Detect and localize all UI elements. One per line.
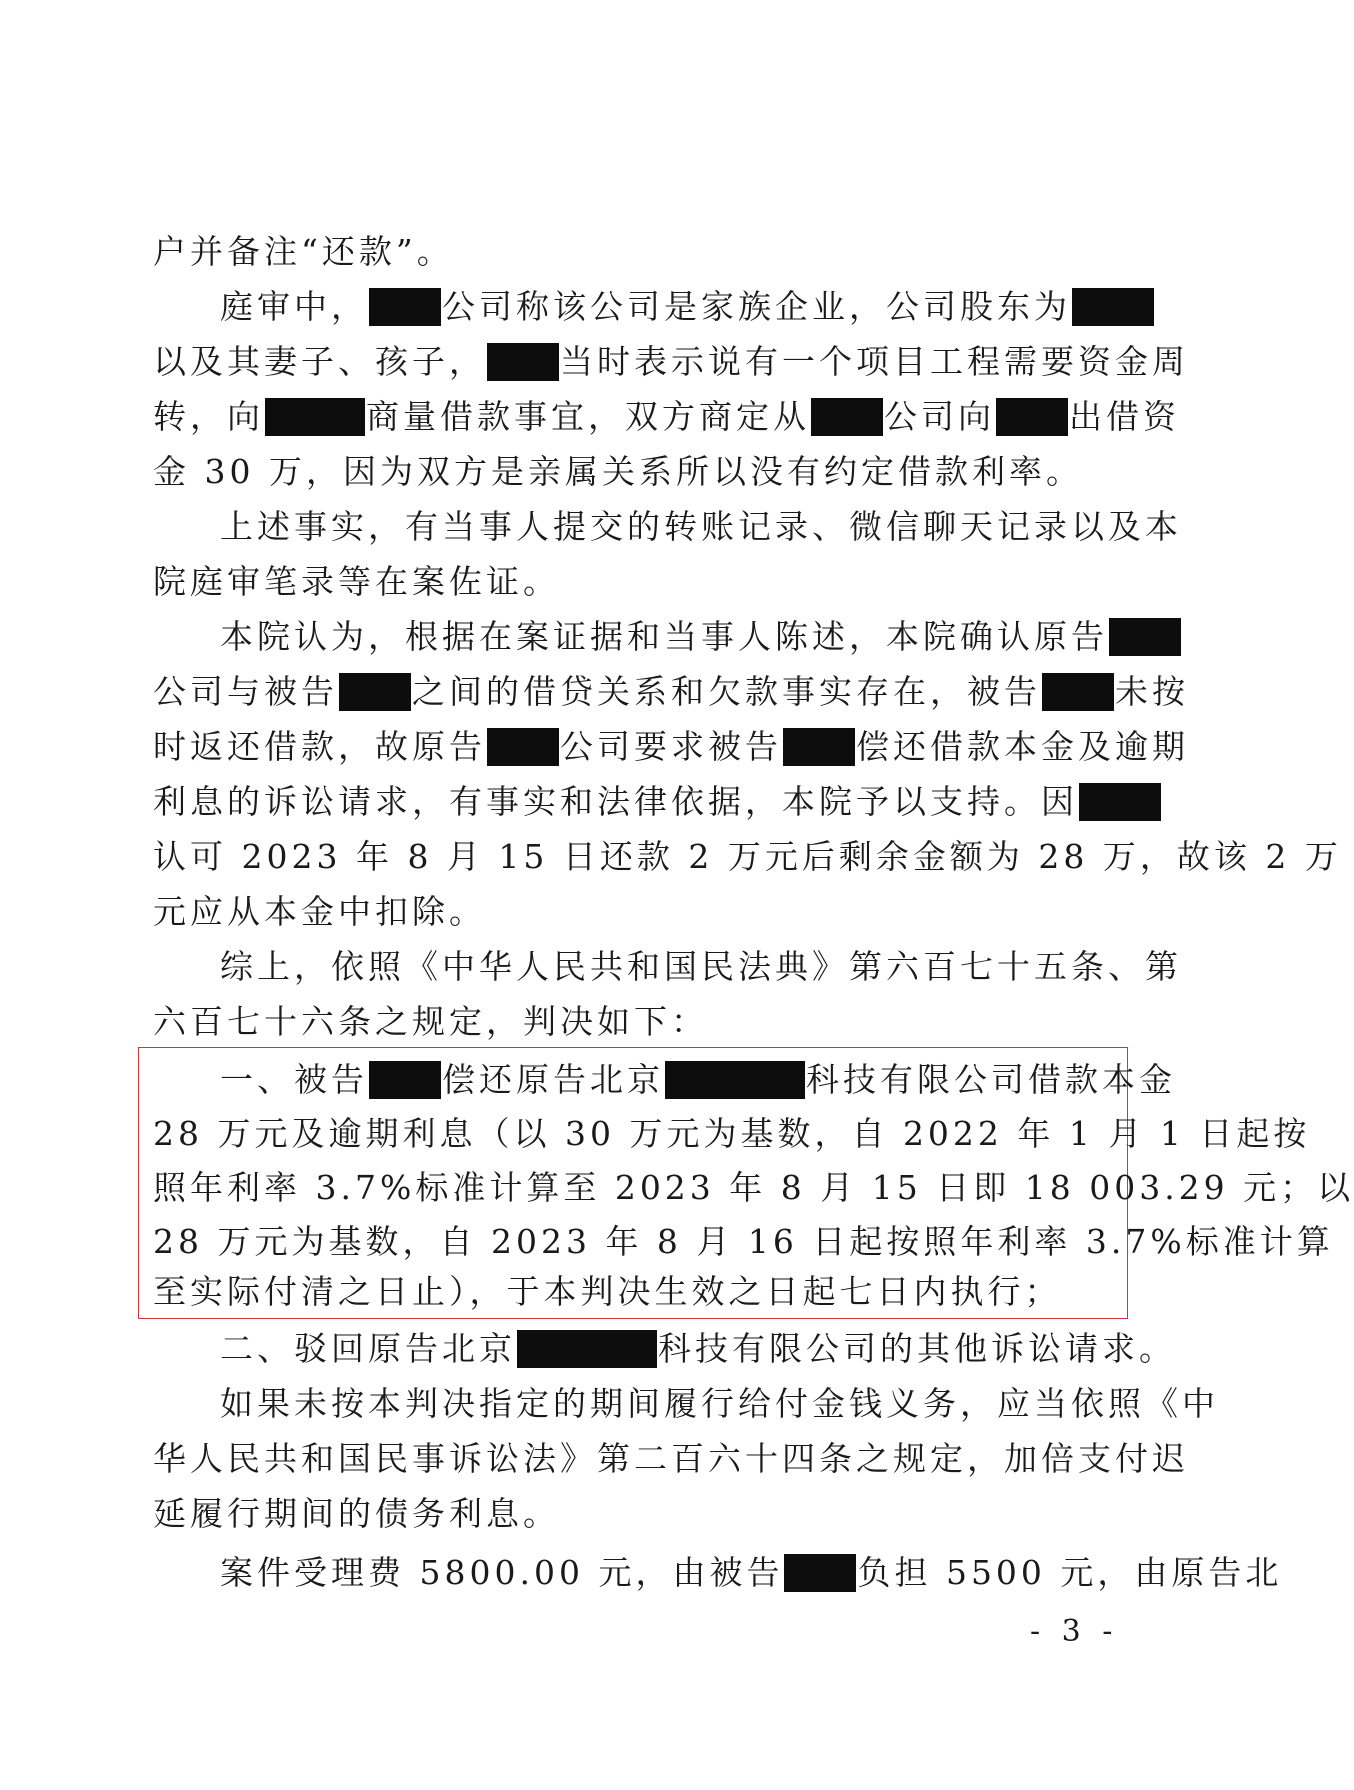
redaction-block	[339, 673, 411, 711]
line-text: 如果未按本判决指定的期间履行给付金钱义务，应当依照《中	[220, 1384, 1219, 1423]
line-text: 转，向	[153, 397, 264, 436]
line-text: 偿还原告北京	[442, 1060, 664, 1099]
line-text: 之间的借贷关系和欠款事实存在，被告	[412, 672, 1041, 711]
text-line	[220, 1546, 1283, 1600]
redaction-block	[1042, 673, 1114, 711]
text-line	[153, 775, 1113, 829]
line-text: 六百七十六条之规定，判决如下：	[153, 1002, 708, 1041]
text-line	[153, 390, 1180, 444]
redaction-block	[1079, 783, 1161, 821]
line-text: 案件受理费 5800.00 元，由被告	[220, 1553, 784, 1592]
redaction-block	[1072, 288, 1154, 326]
line-text: 综上，依照《中华人民共和国民法典》第六百七十五条、第	[220, 947, 1182, 986]
line-text: 本院认为，根据在案证据和当事人陈述，本院确认原告	[220, 617, 1108, 656]
line-text: 出借资	[1069, 397, 1180, 436]
text-line	[153, 665, 1189, 719]
text-line	[220, 610, 1113, 664]
line-text: 公司与被告	[153, 672, 338, 711]
line-text: 科技有限公司借款本金	[806, 1060, 1176, 1099]
redaction-block	[369, 1061, 441, 1099]
text-line	[153, 335, 1189, 389]
line-text: 元应从本金中扣除。	[153, 892, 486, 931]
text-line	[220, 1377, 1219, 1431]
line-text: 28 万元及逾期利息（以 30 万元为基数，自 2022 年 1 月 1 日起按	[153, 1114, 1311, 1153]
line-text: 院庭审笔录等在案佐证。	[153, 562, 560, 601]
text-line	[153, 1432, 1189, 1486]
line-text: 户并备注“还款”。	[153, 232, 454, 271]
line-text: 至实际付清之日止），于本判决生效之日起七日内执行；	[153, 1272, 1062, 1311]
text-line	[153, 1161, 1354, 1215]
text-line	[153, 555, 1113, 609]
text-line	[153, 720, 1189, 774]
text-line	[153, 830, 1342, 884]
text-line	[153, 885, 1113, 939]
redaction-block	[783, 728, 855, 766]
line-text: 华人民共和国民事诉讼法》第二百六十四条之规定，加倍支付迟	[153, 1439, 1189, 1478]
redaction-block	[665, 1061, 805, 1099]
text-line	[220, 500, 1182, 554]
line-text: 照年利率 3.7%标准计算至 2023 年 8 月 15 日即 18 003.29 元；以	[153, 1168, 1354, 1207]
line-text: 偿还借款本金及逾期	[856, 727, 1189, 766]
line-text: 负担 5500 元，由原告北	[857, 1553, 1283, 1592]
line-text: 未按	[1115, 672, 1189, 711]
line-text: 公司称该公司是家族企业，公司股东为	[442, 287, 1071, 326]
page-number: - 3 -	[1030, 1614, 1119, 1649]
line-text: 二、驳回原告北京	[220, 1329, 516, 1368]
line-text: 上述事实，有当事人提交的转账记录、微信聊天记录以及本	[220, 507, 1182, 546]
line-text: 商量借款事宜，双方商定从	[366, 397, 810, 436]
redaction-block	[996, 398, 1068, 436]
text-line	[153, 995, 1113, 1049]
line-text: 以及其妻子、孩子，	[153, 342, 486, 381]
text-line	[153, 445, 1113, 499]
line-text: 认可 2023 年 8 月 15 日还款 2 万元后剩余金额为 28 万，故该 2 万	[153, 837, 1342, 876]
line-text: 延履行期间的债务利息。	[153, 1494, 560, 1533]
line-text: 科技有限公司的其他诉讼请求。	[658, 1329, 1176, 1368]
redaction-block	[265, 398, 365, 436]
line-text: 公司要求被告	[560, 727, 782, 766]
line-text: 庭审中，	[220, 287, 368, 326]
text-line	[153, 1487, 1113, 1541]
redaction-block	[487, 728, 559, 766]
text-line	[153, 225, 1113, 279]
line-text: 利息的诉讼请求，有事实和法律依据，本院予以支持。因	[153, 782, 1078, 821]
text-line	[220, 940, 1182, 994]
line-text: 公司向	[884, 397, 995, 436]
redaction-block	[487, 343, 559, 381]
line-text: 当时表示说有一个项目工程需要资金周	[560, 342, 1189, 381]
text-line	[220, 280, 1113, 334]
text-line	[153, 1107, 1311, 1161]
line-text: 时返还借款，故原告	[153, 727, 486, 766]
redaction-block	[517, 1330, 657, 1368]
redaction-block	[369, 288, 441, 326]
text-line	[220, 1053, 1176, 1107]
redaction-block	[811, 398, 883, 436]
text-line	[153, 1215, 1334, 1269]
redaction-block	[1109, 618, 1181, 656]
redaction-block	[784, 1554, 856, 1592]
line-text: 28 万元为基数，自 2023 年 8 月 16 日起按照年利率 3.7%标准计算	[153, 1222, 1334, 1261]
line-text: 金 30 万，因为双方是亲属关系所以没有约定借款利率。	[153, 452, 1083, 491]
line-text: 一、被告	[220, 1060, 368, 1099]
text-line	[153, 1265, 1113, 1319]
text-line	[220, 1322, 1176, 1376]
